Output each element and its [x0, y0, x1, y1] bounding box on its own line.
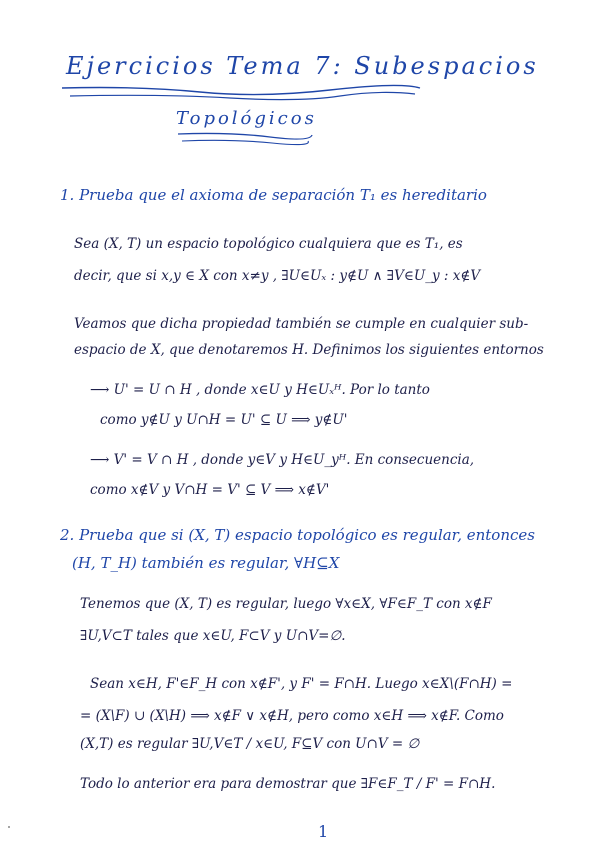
title-line-2: Topológicos	[176, 108, 317, 129]
exercise-2-line-2: ∃U,V⊂T tales que x∈U, F⊂V y U∩V=∅.	[80, 628, 346, 644]
exercise-1-line-6: como y∉U y U∩H = U' ⊆ U ⟹ y∉U'	[100, 412, 348, 428]
exercise-2-line-5: (X,T) es regular ∃U,V∈T / x∈U, F⊆V con U∩V = ∅	[80, 736, 420, 752]
exercise-1-line-4: espacio de X, que denotaremos H. Definimos los siguientes entornos	[74, 342, 544, 358]
exercise-1-line-5: ⟶ U' = U ∩ H , donde x∈U y H∈Uₓᴴ. Por lo tanto	[90, 382, 430, 398]
exercise-2-line-6: Todo lo anterior era para demostrar que ∃F∈F_T / F' = F∩H.	[80, 776, 496, 792]
exercise-2-line-3: Sean x∈H, F'∈F_H con x∉F', y F' = F∩H. Luego x∈X\(F∩H) =	[90, 676, 513, 692]
scan-dot	[8, 826, 10, 828]
exercise-2-line-4: = (X\F) ∪ (X\H) ⟹ x∉F ∨ x∉H, pero como x∈H ⟹ x∉F. Como	[80, 708, 504, 724]
exercise-1-heading: 1. Prueba que el axioma de separación T₁ es hereditario	[60, 186, 487, 204]
exercise-1-line-8: como x∉V y V∩H = V' ⊆ V ⟹ x∉V'	[90, 482, 330, 498]
exercise-1-line-7: ⟶ V' = V ∩ H , donde y∈V y H∈U_yᴴ. En consecuencia,	[90, 452, 475, 468]
title-line-1: Ejercicios Tema 7: Subespacios	[66, 52, 539, 80]
exercise-1-line-2: decir, que si x,y ∈ X con x≠y , ∃U∈Uₓ : y∉U ∧ ∃V∈U_y : x∉V	[74, 268, 481, 284]
exercise-1-line-3: Veamos que dicha propiedad también se cumple en cualquier sub-	[74, 316, 529, 332]
page-number: 1	[318, 822, 329, 841]
exercise-2-line-1: Tenemos que (X, T) es regular, luego ∀x∈X, ∀F∈F_T con x∉F	[80, 596, 492, 612]
exercise-2-heading-line-1: 2. Prueba que si (X, T) espacio topológico es regular, entonces	[60, 526, 535, 544]
exercise-2-heading-line-2: (H, T_H) también es regular, ∀H⊆X	[72, 554, 340, 572]
exercise-1-line-1: Sea (X, T) un espacio topológico cualquiera que es T₁, es	[74, 236, 463, 252]
